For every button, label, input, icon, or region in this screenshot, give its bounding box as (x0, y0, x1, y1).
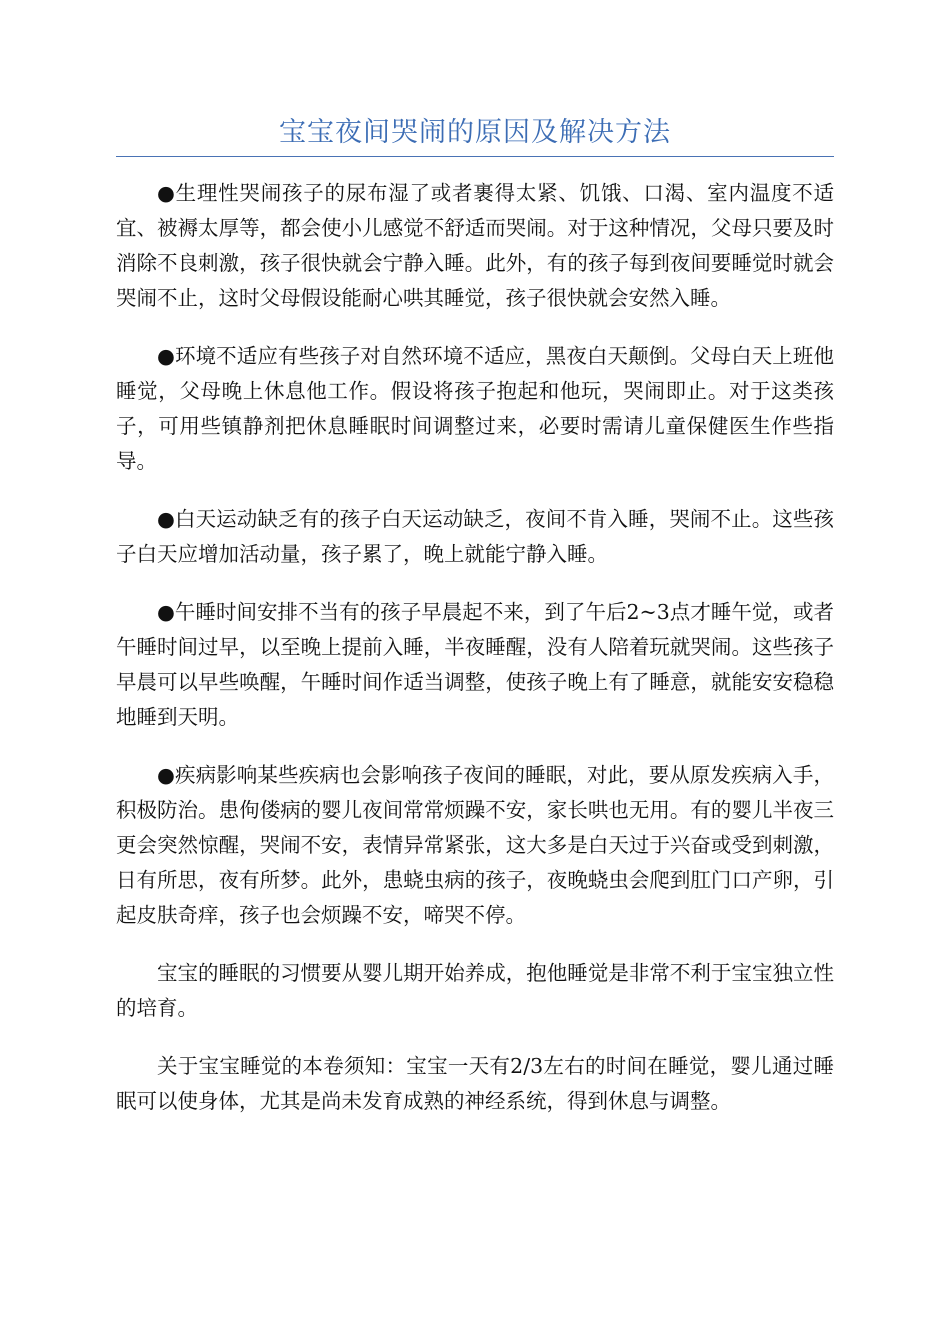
paragraph-environment-maladaptation: ●环境不适应有些孩子对自然环境不适应，黑夜白天颠倒。父母白天上班他睡觉，父母晚上休息他工作。假设将孩子抱起和他玩，哭闹即止。对于这类孩子，可用些镇静剂把休息睡眠时间调整过来，必要时需请儿童保健医生作些指导。 (116, 344, 834, 473)
paragraph-sleep-notes: 关于宝宝睡觉的本卷须知：宝宝一天有2/3左右的时间在睡觉，婴儿通过睡眠可以使身体，尤其是尚未发育成熟的神经系统，得到休息与调整。 (116, 1054, 834, 1113)
paragraph-nap-schedule: ●午睡时间安排不当有的孩子早晨起不来，到了午后2~3点才睡午觉，或者午睡时间过早，以至晚上提前入睡，半夜睡醒，没有人陪着玩就哭闹。这些孩子早晨可以早些唤醒，午睡时间作适当调整，使孩子晚上有了睡意，就能安安稳稳地睡到天明。 (116, 600, 834, 729)
title-block (116, 110, 834, 157)
paragraph-lack-of-daytime-exercise: ●白天运动缺乏有的孩子白天运动缺乏，夜间不肯入睡，哭闹不止。这些孩子白天应增加活动量，孩子累了，晚上就能宁静入睡。 (116, 507, 834, 566)
document-body (116, 176, 834, 1142)
paragraph-physiological-crying: ●生理性哭闹孩子的尿布湿了或者裹得太紧、饥饿、口渴、室内温度不适宜、被褥太厚等，都会使小儿感觉不舒适而哭闹。对于这种情况，父母只要及时消除不良刺激，孩子很快就会宁静入睡。此外，有的孩子每到夜间要睡觉时就会哭闹不止，这时父母假设能耐心哄其睡觉，孩子很快就会安然入睡。 (116, 181, 834, 310)
page-title: 宝宝夜间哭闹的原因及解决方法 (279, 117, 671, 148)
paragraph-illness-effects: ●疾病影响某些疾病也会影响孩子夜间的睡眠，对此，要从原发疾病入手，积极防治。患佝偻病的婴儿夜间常常烦躁不安，家长哄也无用。有的婴儿半夜三更会突然惊醒，哭闹不安，表情异常紧张，这大多是白天过于兴奋或受到刺激，日有所思，夜有所梦。此外，患蛲虫病的孩子，夜晚蛲虫会爬到肛门口产卵，引起皮肤奇痒，孩子也会烦躁不安，啼哭不停。 (116, 763, 834, 927)
paragraph-sleep-habits: 宝宝的睡眠的习惯要从婴儿期开始养成，抱他睡觉是非常不利于宝宝独立性的培育。 (116, 961, 834, 1020)
